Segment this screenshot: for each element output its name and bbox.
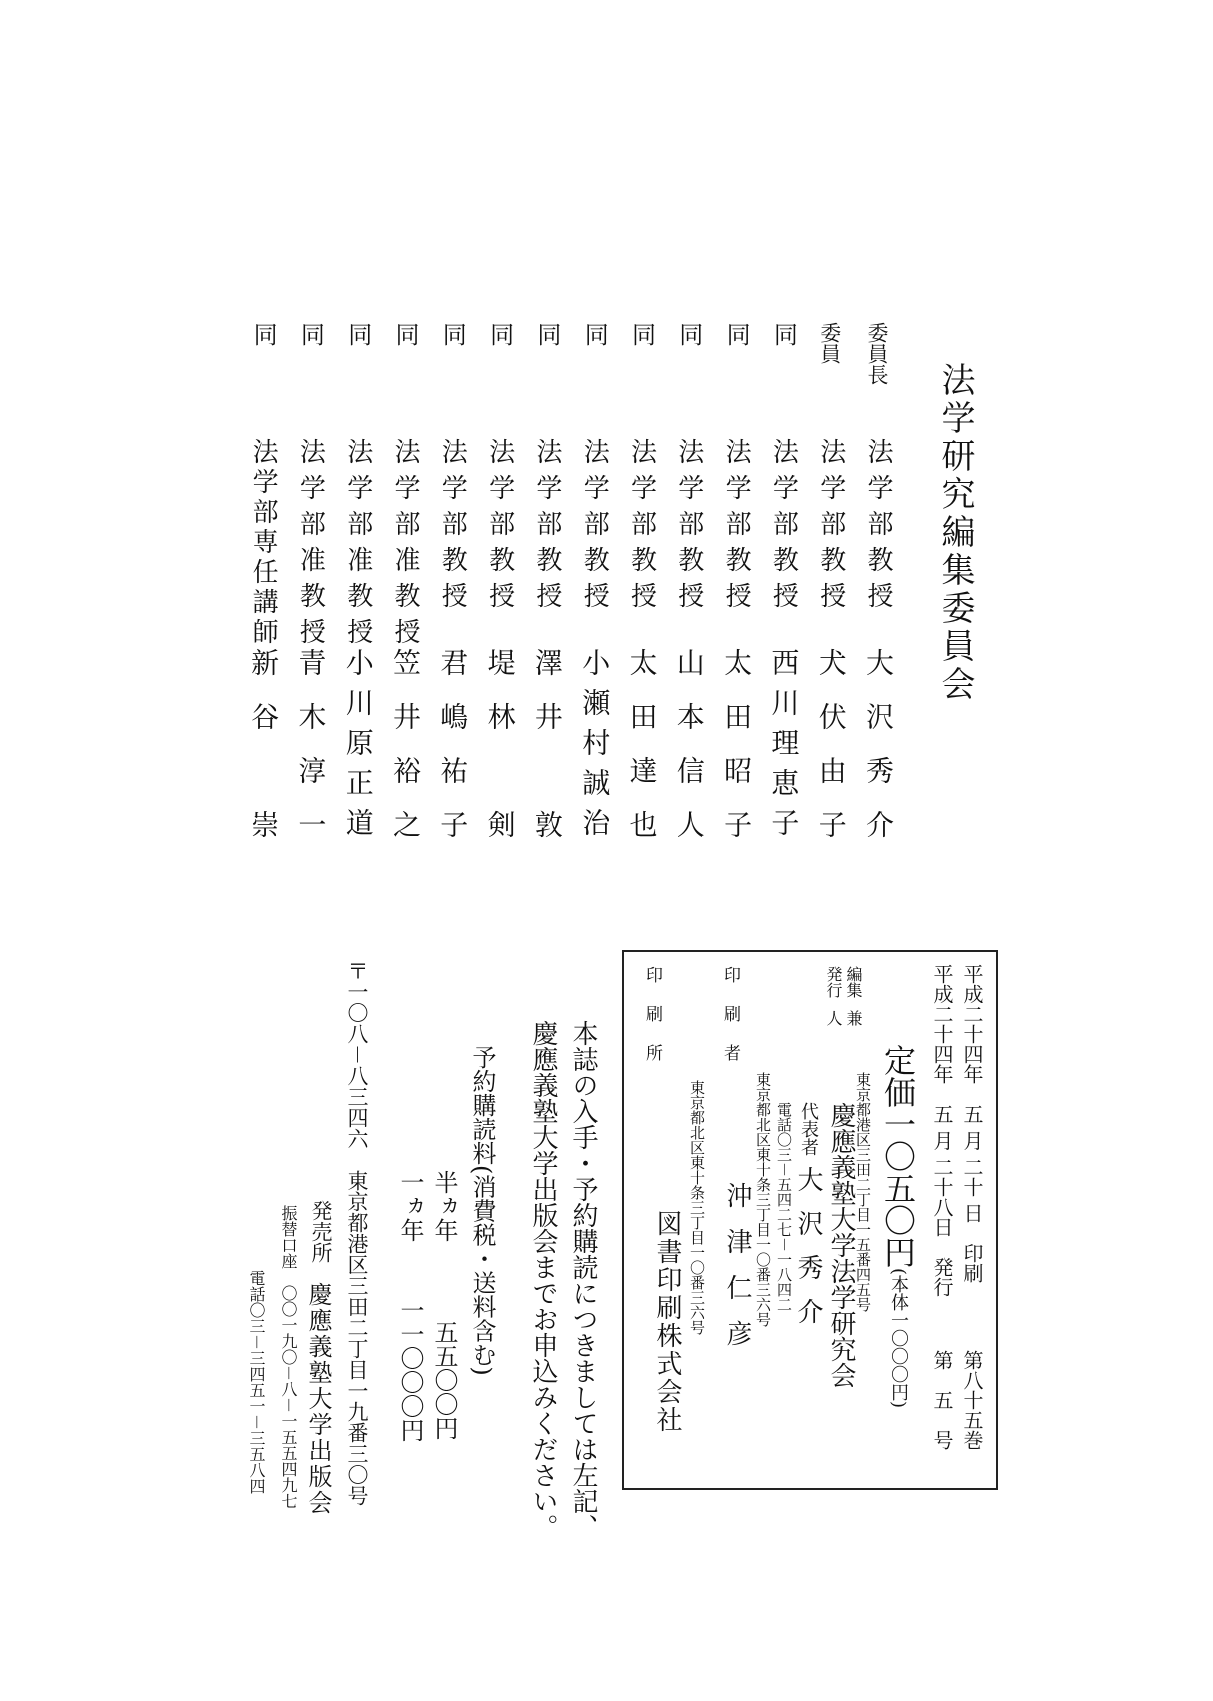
member-role: 同 [485, 322, 514, 346]
member-role: 同 [391, 322, 419, 346]
print-office-label: 印刷所 [642, 966, 662, 1083]
editor-org: 慶應義塾大学法学研究会 [826, 1102, 856, 1388]
member-role: 同 [627, 322, 656, 346]
editor-label: 編集 [844, 966, 863, 998]
distributor-label: 発売所 [309, 1200, 333, 1263]
representative-name: 大沢秀介 [793, 1166, 823, 1342]
publisher-nin: 人 [824, 1010, 843, 1026]
member-role: 同 [769, 322, 798, 346]
committee-title: 法学研究編集委員会 [935, 362, 975, 704]
member-name: 西川理恵子 [767, 648, 801, 848]
member-name: 笠井裕之 [389, 648, 422, 864]
editor-publisher-label [844, 966, 861, 998]
member-role: 同 [249, 322, 278, 346]
member-role: 同 [580, 322, 609, 346]
print-office-address: 東京都北区東十条三丁目一〇番三六号 [688, 1080, 706, 1335]
price [879, 1044, 917, 1409]
member-affiliation: 法学部教授 [437, 438, 468, 618]
member-role: 同 [438, 322, 467, 346]
member-name: 新谷 崇 [247, 648, 281, 864]
notice-line-2: 慶應義塾大学出版会までお申込みください。 [528, 1020, 558, 1540]
print-office-name: 図書印刷株式会社 [652, 1210, 682, 1434]
volume: 第八十五巻 [960, 1350, 984, 1450]
one-year-price: 一一〇〇〇円 [396, 1298, 424, 1442]
member-affiliation: 法学部准教授 [295, 438, 326, 654]
member-role: 同 [343, 322, 372, 346]
distributor-name: 慶應義塾大学出版会 [304, 1282, 332, 1516]
half-year-price: 五五〇〇円 [430, 1320, 458, 1440]
member-name: 小川原正道 [341, 648, 375, 848]
representative-label: 代表者 [798, 1102, 819, 1156]
publisher-label-2 [824, 1010, 841, 1026]
printed-date: 平成二十四年 五 月 二十 日 印刷 [960, 964, 984, 1284]
published-date: 平成二十四年 五 月 二十八日 発行 [930, 964, 954, 1297]
member-role: 委員長 [865, 322, 889, 385]
editor-phone: 電話〇三－五四二七－一八四二 [775, 1102, 793, 1313]
one-year-label: 一ヵ年 [396, 1170, 424, 1242]
fee-heading: 予約購読料(消費税・送料含む) [468, 1045, 496, 1376]
member-name: 小瀬村誠治 [578, 648, 612, 848]
editor-kan: 兼 [844, 1010, 863, 1026]
member-role: 同 [722, 322, 751, 346]
publisher-label-top: 発行 [824, 966, 843, 998]
member-affiliation: 法学部准教授 [342, 438, 373, 654]
member-affiliation: 法学部教授 [484, 438, 515, 618]
member-affiliation: 法学部教授 [579, 438, 610, 618]
member-affiliation: 法学部教授 [815, 438, 846, 618]
member-affiliation: 法学部教授 [626, 438, 657, 618]
member-role: 同 [296, 322, 325, 346]
member-affiliation: 法学部教授 [721, 438, 752, 618]
publisher-label [824, 966, 841, 998]
distributor-address: 〒一〇八－八三四六 東京都港区三田二丁目一九番三〇号 [345, 960, 369, 1506]
member-name: 君嶋祐子 [436, 648, 470, 864]
notice-line-1: 本誌の入手・予約購読につきましては左記、 [568, 1020, 598, 1540]
distributor-account: 振替口座 〇〇一九〇－八－一五五四九七 [279, 1205, 298, 1510]
member-affiliation: 法学部教授 [863, 438, 893, 618]
member-affiliation: 法学部教授 [768, 438, 799, 618]
member-name: 山本信人 [672, 648, 706, 864]
member-affiliation: 法学部専任講師 [248, 438, 279, 648]
member-affiliation: 法学部准教授 [390, 438, 420, 654]
colophon-box [622, 950, 998, 1490]
member-role: 委員 [817, 322, 842, 364]
member-name: 澤井 敦 [530, 648, 564, 864]
printer-address: 東京都北区東十条三丁目一〇番三六号 [754, 1072, 772, 1327]
price-main: 定価一〇五〇円 [879, 1044, 917, 1268]
issue: 第 五 号 [930, 1350, 954, 1450]
member-role: 同 [674, 322, 703, 346]
member-name: 大沢秀介 [862, 648, 895, 864]
member-role: 同 [532, 322, 561, 346]
half-year-label: 半ヵ年 [430, 1170, 458, 1242]
editor-address: 東京都港区三田二丁目一五番四五号 [854, 1072, 872, 1312]
member-name: 太田昭子 [720, 648, 754, 864]
printer-name: 沖津仁彦 [722, 1182, 752, 1366]
printer-label: 印刷者 [720, 966, 740, 1083]
member-name: 太田達也 [625, 648, 659, 864]
distributor-phone: 電話〇三－三四五一－三五八四 [247, 1270, 266, 1495]
member-affiliation: 法学部教授 [531, 438, 562, 618]
member-name: 青木淳一 [294, 648, 328, 864]
member-name: 堤林 剣 [483, 648, 517, 864]
member-name: 犬伏由子 [814, 648, 848, 864]
editor-label-2 [844, 1010, 861, 1026]
price-note: (本体一〇〇〇円) [888, 1268, 909, 1409]
member-affiliation: 法学部教授 [673, 438, 704, 618]
